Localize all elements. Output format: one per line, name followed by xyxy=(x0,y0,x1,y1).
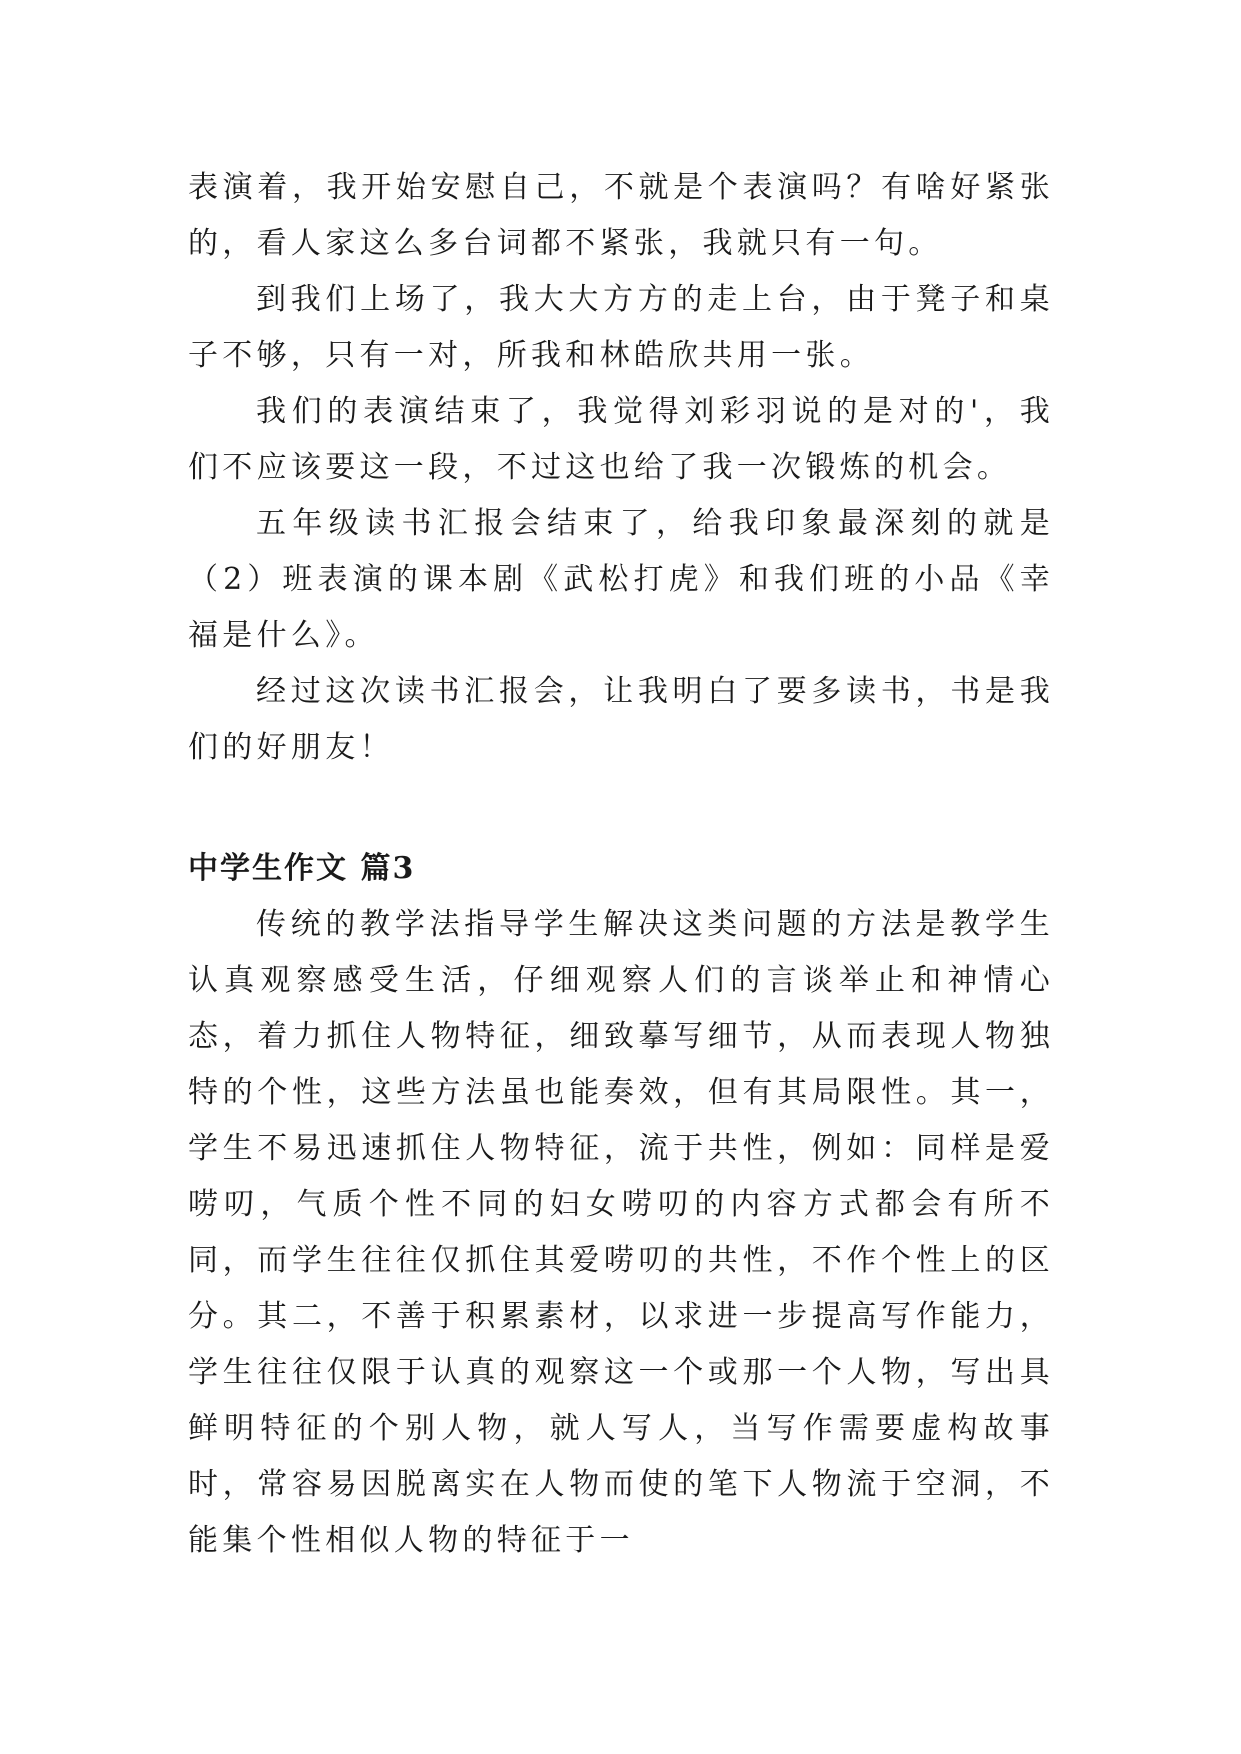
section-heading: 中学生作文 篇3 xyxy=(188,851,416,886)
paragraph: 我们的表演结束了，我觉得刘彩羽说的是对的'，我们不应该要这一段，不过这也给了我一次锻炼的机会。 xyxy=(188,394,1054,485)
paragraph: 五年级读书汇报会结束了，给我印象最深刻的就是（2）班表演的课本剧《武松打虎》和我们班的小品《幸福是什么》。 xyxy=(188,506,1054,653)
paragraph: 经过这次读书汇报会，让我明白了要多读书，书是我们的好朋友！ xyxy=(188,674,1054,765)
document-page xyxy=(188,160,1054,1569)
paragraph: 传统的教学法指导学生解决这类问题的方法是教学生认真观察感受生活，仔细观察人们的言谈举止和神情心态，着力抓住人物特征，细致摹写细节，从而表现人物独特的个性，这些方法虽也能奏效，但有其局限性。其一，学生不易迅速抓住人物特征，流于共性，例如：同样是爱唠叨，气质个性不同的妇女唠叨的内容方式都会有所不同，而学生往往仅抓住其爱唠叨的共性，不作个性上的区分。其二，不善于积累素材，以求进一步提高写作能力，学生往往仅限于认真的观察这一个或那一个人物，写出具鲜明特征的个别人物，就人写人，当写作需要虚构故事时，常容易因脱离实在人物而使的笔下人物流于空洞，不能集个性相似人物的特征于一 xyxy=(188,907,1054,1558)
paragraph: 到我们上场了，我大大方方的走上台，由于凳子和桌子不够，只有一对，所我和林皓欣共用一张。 xyxy=(188,282,1054,373)
paragraph-continued: 表演着，我开始安慰自己，不就是个表演吗？有啥好紧张的，看人家这么多台词都不紧张，我就只有一句。 xyxy=(188,170,1054,261)
